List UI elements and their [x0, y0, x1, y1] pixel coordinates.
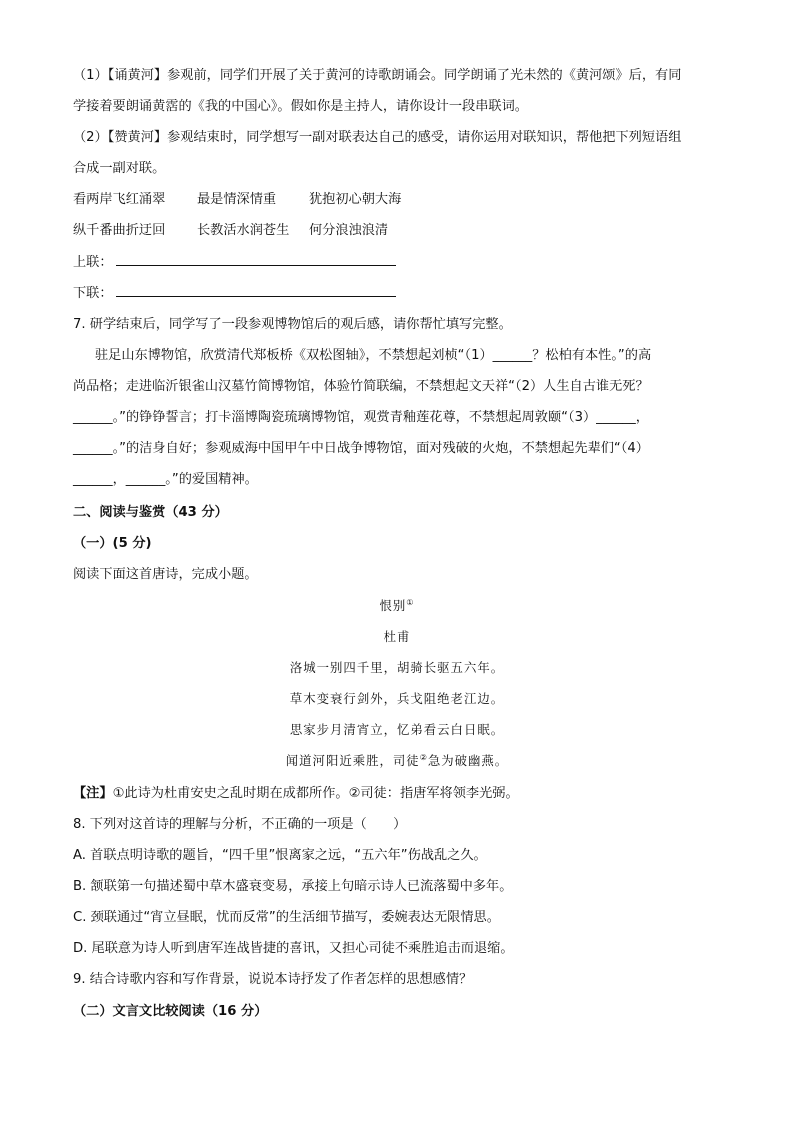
- note-text: ①此诗为杜甫安史之乱时期在成都所作。②司徒：指唐军将领李光弼。: [112, 786, 519, 801]
- q7-text-line: ______，______。”的爱国精神。: [73, 472, 258, 487]
- upper-couplet-label: 上联：: [73, 255, 113, 270]
- lower-couplet-answer-line[interactable]: [116, 284, 396, 297]
- q9-stem: 9. 结合诗歌内容和写作背景，说说本诗抒发了作者怎样的思想感情？: [73, 972, 473, 987]
- poem-line-part: 闻道河阳近乘胜，司徒: [285, 753, 420, 768]
- q6-part1-line1: （1）【诵黄河】参观前，同学们开展了关于黄河的诗歌朗诵会。同学朗诵了光未然的《黄河颂》后，有同: [73, 68, 682, 83]
- phrase: 看两岸飞红涌翠: [73, 192, 166, 207]
- note-label: 【注】: [73, 786, 113, 801]
- upper-couplet-row: [73, 253, 396, 272]
- poem-line-note: ②: [419, 752, 428, 762]
- poem-line: [0, 752, 794, 770]
- phrase: 最是情深情重: [197, 192, 277, 207]
- phrase-row-2: [73, 222, 388, 240]
- phrase: 何分浪浊浪清: [309, 223, 389, 238]
- poem-title-text: 恨别: [379, 598, 407, 613]
- upper-couplet-answer-line[interactable]: [116, 253, 396, 266]
- subsection-heading: （一）(5 分): [73, 536, 152, 551]
- q7-text-line: ______。”的洁身自好；参观威海中国甲午中日战争博物馆，面对残破的火炮，不禁想起先辈们“（4）: [73, 441, 649, 456]
- reading-instruction: 阅读下面这首唐诗，完成小题。: [73, 567, 258, 582]
- q7-text-line: 驻足山东博物馆，欣赏清代郑板桥《双松图轴》，不禁想起刘桢“（1）______？松柏有本性。”的高: [95, 348, 652, 363]
- subsection-heading-2: （二）文言文比较阅读（16 分）: [73, 1004, 268, 1019]
- poem-line: 思家步月清宵立，忆弟看云白日眠。: [289, 722, 505, 737]
- poem-author: 杜甫: [383, 629, 411, 644]
- q8-option-d[interactable]: D. 尾联意为诗人听到唐军连战皆捷的喜讯，又担心司徒不乘胜追击而退缩。: [73, 941, 514, 956]
- q6-part1-line2: 学接着要朗诵黄霑的《我的中国心》。假如你是主持人，请你设计一段串联词。: [73, 99, 528, 114]
- poem-line: 洛城一别四千里，胡骑长驱五六年。: [289, 660, 505, 675]
- phrase: 犹抱初心朝大海: [309, 192, 402, 207]
- q7-stem: 7. 研学结束后，同学写了一段参观博物馆后的观后感，请你帮忙填写完整。: [73, 317, 512, 332]
- q6-part2-line1: （2）【赞黄河】参观结束时，同学想写一副对联表达自己的感受，请你运用对联知识，帮他把下列短语组: [73, 130, 682, 145]
- poem-title: [0, 597, 794, 615]
- q8-stem: 8. 下列对这首诗的理解与分析，不正确的一项是（ ）: [73, 817, 407, 832]
- poem-line-part: 急为破幽燕。: [427, 753, 509, 768]
- section-heading: 二、阅读与鉴赏（43 分）: [73, 505, 228, 520]
- lower-couplet-row: [73, 284, 396, 303]
- q7-text-line: 尚品格；走进临沂银雀山汉墓竹简博物馆，体验竹简联编，不禁想起文天祥“（2）人生自古谁无死？: [73, 379, 649, 394]
- poem-line: 草木变衰行剑外，兵戈阻绝老江边。: [289, 691, 505, 706]
- lower-couplet-label: 下联：: [73, 286, 113, 301]
- q8-option-c[interactable]: C. 颈联通过“宵立昼眠，忧而反常”的生活细节描写，委婉表达无限情思。: [73, 910, 500, 925]
- q6-part2-line2: 合成一副对联。: [73, 161, 166, 176]
- q7-text-line: ______。”的铮铮誓言；打卡淄博陶瓷琉璃博物馆，观赏青釉莲花尊，不禁想起周敦颐“（3）______，: [73, 410, 649, 425]
- q8-option-a[interactable]: A. 首联点明诗歌的题旨，“四千里”恨离家之远，“五六年”伤战乱之久。: [73, 848, 487, 863]
- q8-option-b[interactable]: B. 颔联第一句描述蜀中草木盛衰变易，承接上句暗示诗人已流落蜀中多年。: [73, 879, 513, 894]
- poem-title-note: ①: [406, 597, 415, 607]
- poem-note: [73, 785, 519, 803]
- phrase-row-1: [73, 191, 401, 209]
- phrase: 长教活水润苍生: [197, 223, 290, 238]
- phrase: 纵千番曲折迂回: [73, 223, 166, 238]
